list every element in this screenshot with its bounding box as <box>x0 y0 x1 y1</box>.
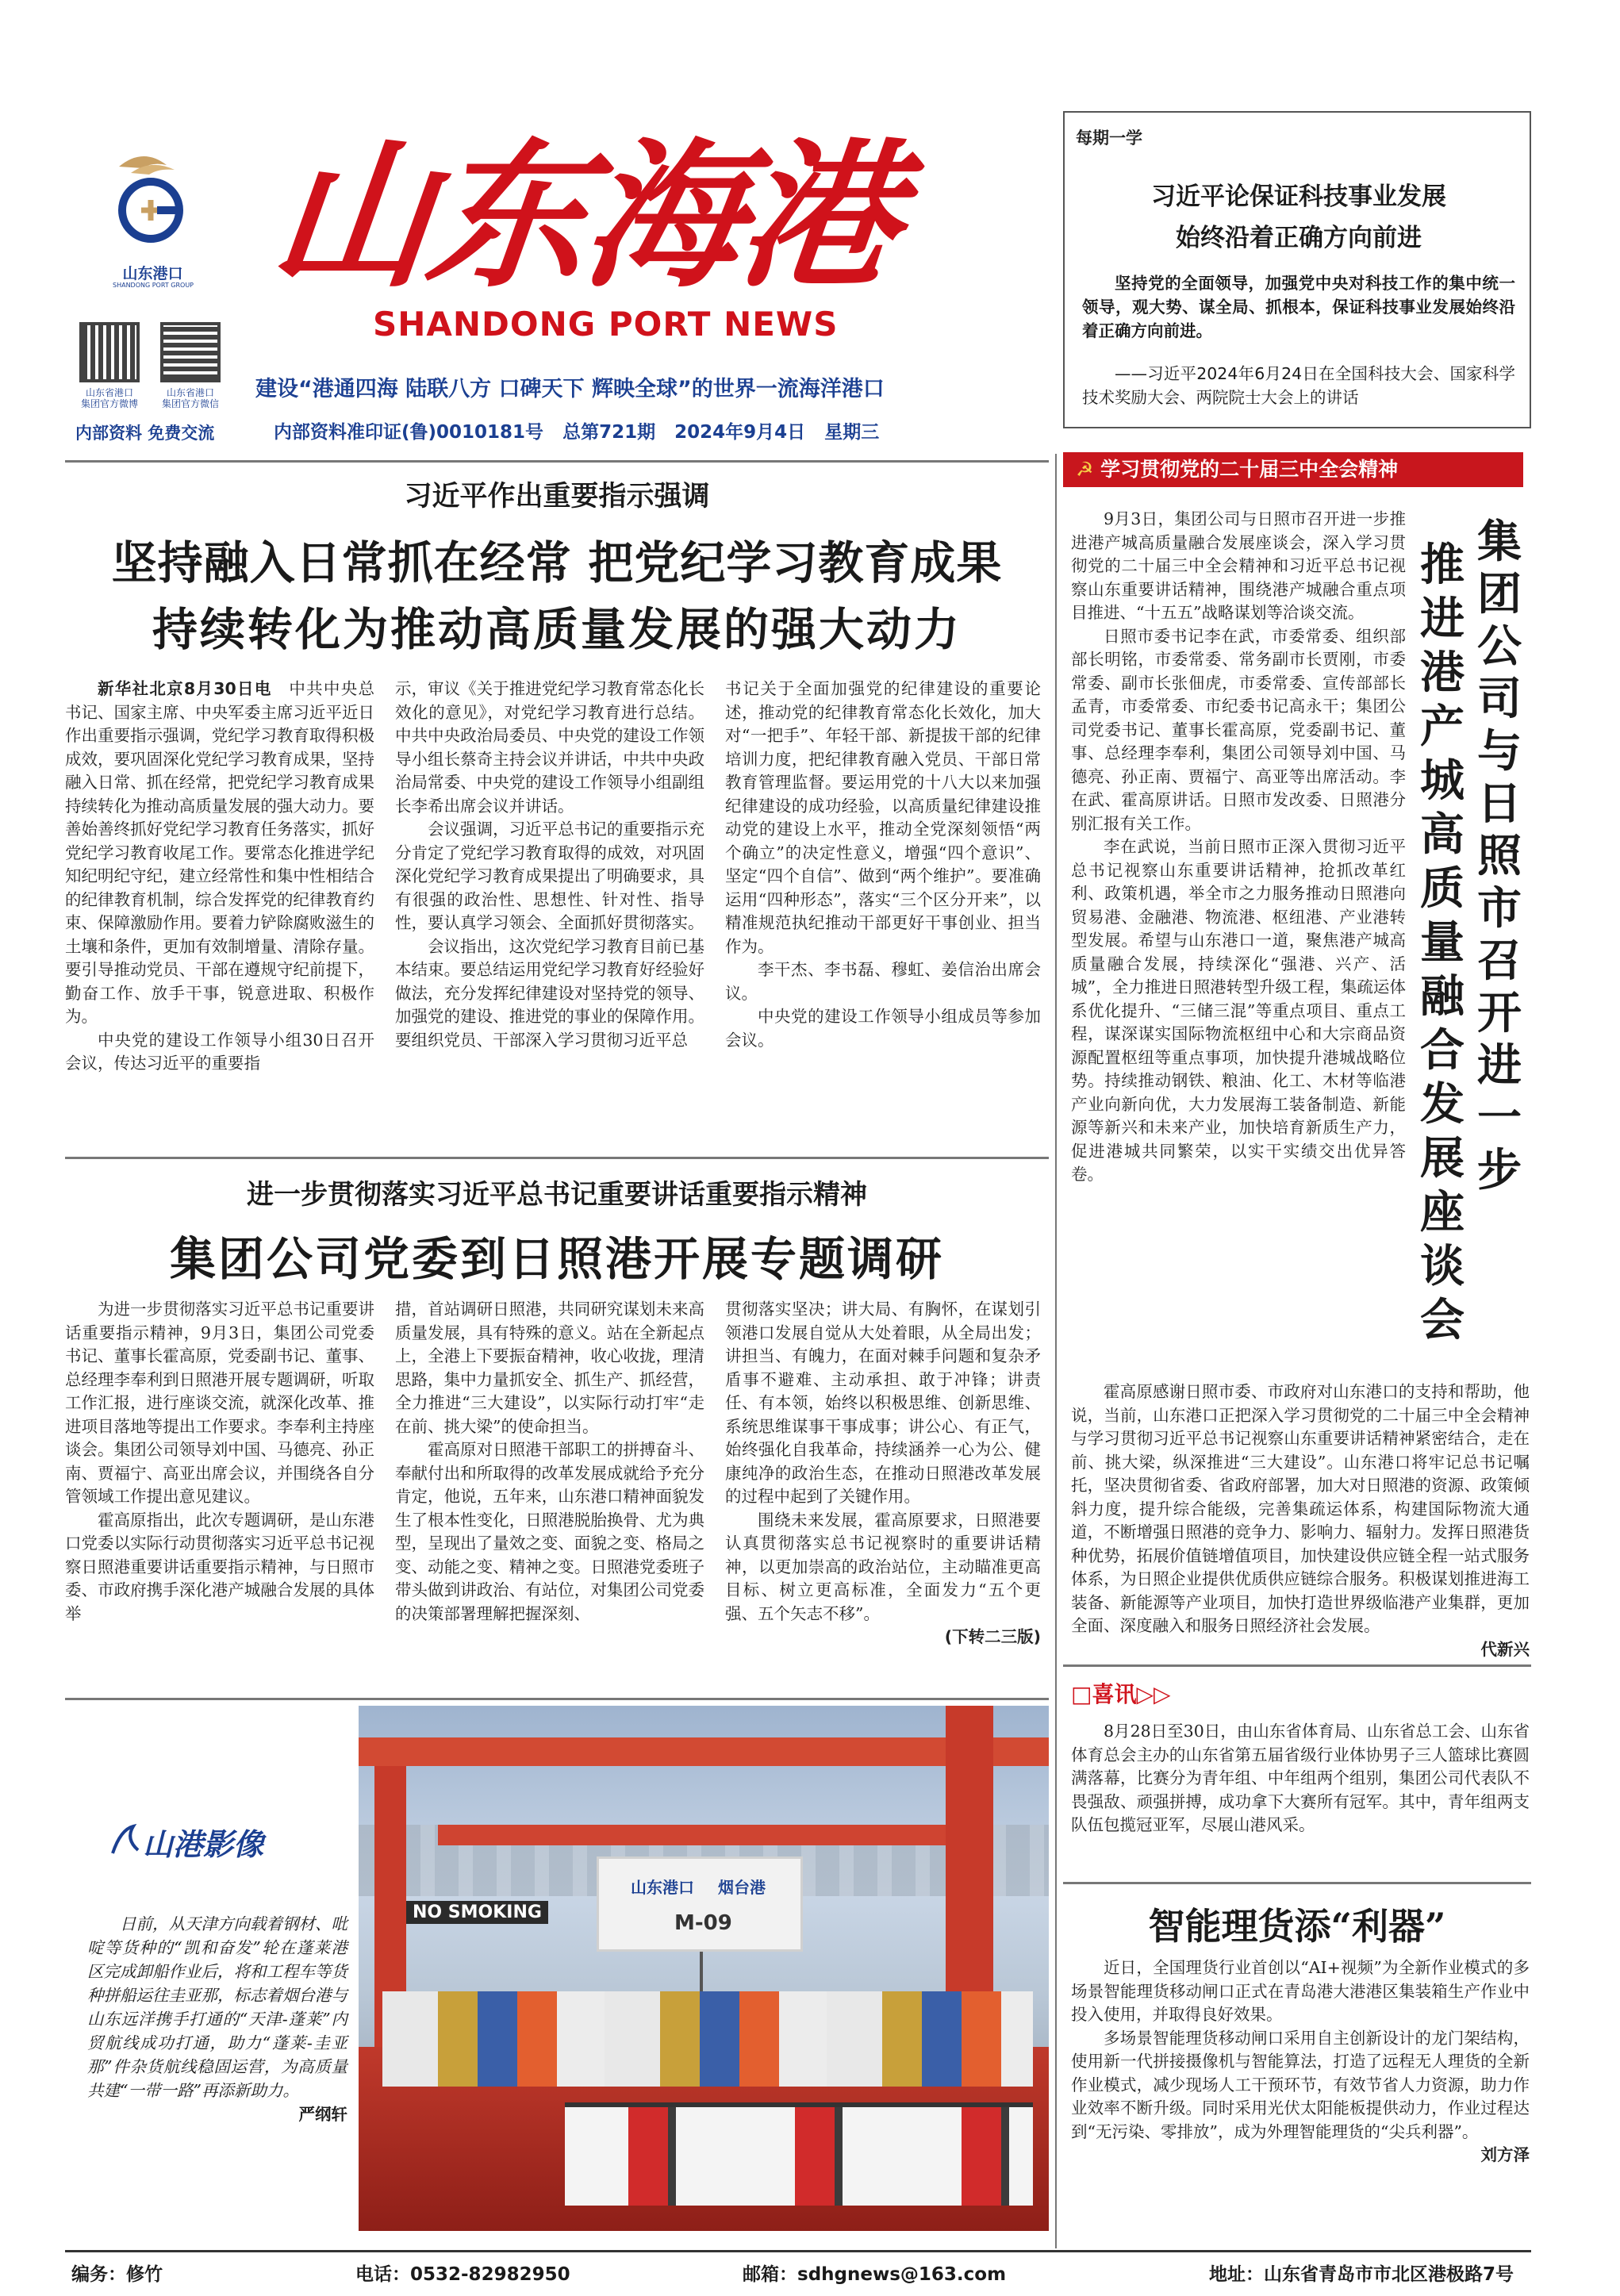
article1-col2a: 示，审议《关于推进党纪学习教育常态化长效化的意见》，对党纪学习教育进行总结。中共中央政治局委员、中央党的建设工作领导小组长蔡奇主持会议并讲话，中共中央政治局常委、中央党的建设工作领导小组副组长李希出席会议并讲话。 <box>395 679 704 816</box>
article1-kicker: 习近平作出重要指示强调 <box>404 481 710 513</box>
article1-headline2: 持续转化为推动高质量发展的强大动力 <box>152 604 962 656</box>
photo-column-title: 山港影像 <box>143 1826 264 1862</box>
issue-date: 2024年9月4日 <box>674 422 806 443</box>
article1-col2 <box>395 678 704 1146</box>
crane-cab <box>597 1856 803 1952</box>
article3-vtitle1: 集团公司与日照市召开进一步 <box>1477 516 1522 1196</box>
weekly-study-title2: 始终沿着正确方向前进 <box>1176 224 1422 252</box>
crane-sign-1: 山东港口 <box>631 1878 694 1897</box>
good-news-text: 8月28日至30日，由山东省体育局、山东省总工会、山东省体育总会主办的山东省第五届省级行业体协男子三人篮球比赛圆满落幕，比赛分为青年组、中年组两个组别，集团公司代表队不畏强敌、顽强拼搏，成功拿下大赛所有冠军。其中，青年组两支队伍包揽冠亚军，尽展山港风采。 <box>1071 1722 1530 1834</box>
divider-article2 <box>65 1157 1049 1159</box>
slogan: 建设“港通四海 陆联八方 口碑天下 辉映全球”的世界一流海洋港口 <box>255 377 885 401</box>
ship-deck-cargo <box>382 1991 1033 2087</box>
good-news-body <box>1071 1720 1530 1871</box>
footer-editor: 编务：修竹 <box>71 2264 163 2285</box>
issue-weekday: 星期三 <box>824 422 880 443</box>
article3-p1: 9月3日，集团公司与日照市召开进一步推进港产城高质量融合发展座谈会，深入学习贯彻党的二十届三中全会精神和习近平总书记视察山东重要讲话精神，围绕港产城融合重点项目推进、“十五五”战略谋划等洽谈交流。 <box>1071 509 1406 622</box>
article3-banner-text: 学习贯彻党的二十届三中全会精神 <box>1100 458 1399 481</box>
article4-p1: 近日，全国理货行业首创以“AI+视频”为全新作业模式的多场景智能理货移动闸口正式在青岛港大港港区集装箱生产作业中投入使用，并取得良好效果。 <box>1071 1958 1530 2024</box>
article1-headline1: 坚持融入日常抓在经常 把党纪学习教育成果 <box>111 537 1003 589</box>
weekly-study-source: ——习近平2024年6月24日在全国科技大会、国家科学技术奖励大会、两院院士大会上的讲话 <box>1082 364 1515 407</box>
footer-email: 邮箱：sdhgnews@163.com <box>743 2264 1007 2285</box>
article2-col2b: 霍高原对日照港干部职工的拼搏奋斗、奉献付出和所取得的改革发展成就给予充分肯定，他说，五年来，山东港口精神面貌发生了根本性变化，日照港脱胎换骨、尤为典型，呈现出了量效之变、面貌之变、格局之变、动能之变、精神之变。日照港党委班子带头做到讲政治、有站位，对集团公司党委的决策部署理解把握深刻、 <box>395 1440 704 1623</box>
weekly-study-quote: 坚持党的全面领导，加强党中央对科技工作的集中统一领导，观大势、谋全局、抓根本，保证科技事业发展始终沿着正确方向前进。 <box>1082 274 1515 340</box>
footer-address: 地址：山东省青岛市市北区港极路7号 <box>1209 2264 1514 2285</box>
photo-column-tag <box>109 1817 316 1864</box>
divider-article4 <box>1063 1882 1531 1884</box>
article2-col3 <box>725 1298 1041 1691</box>
weekly-study-box <box>1063 111 1531 428</box>
article2-col1a: 为进一步贯彻落实习近平总书记重要讲话重要指示精神，9月3日，集团公司党委书记、董事长霍高原，党委副书记、董事、总经理李奉利到日照港开展专题调研，听取工作汇报，进行座谈交流，就深化改革、推进项目落地等提出工作要求。李奉利主持座谈会。集团公司领导刘中国、马德亮、孙正南、贾福宁、高亚出席会议，并围绕各自分管领域工作提出意见建议。 <box>65 1300 374 1506</box>
trucks <box>565 2102 1033 2206</box>
article1-col3 <box>725 678 1041 1146</box>
divider-footer <box>65 2250 1531 2252</box>
article3-p4: 霍高原感谢日照市委、市政府对山东港口的支持和帮助，他说，当前，山东港口正把深入学习贯彻党的二十届三中全会精神与学习贯彻习近平总书记视察山东重要讲话精神紧密结合，走在前、挑大梁，纵深推进“三大建设”。山东港口将牢记总书记嘱托，坚决贯彻省委、省政府部署，加大对日照港的资源、政策倾斜力度，提升综合能级，完善集疏运体系，构建国际物流大通道，不断增强日照港的竞争力、影响力、辐射力。发挥日照港货种优势，拓展价值链增值项目，加快建设供应链全程一站式服务体系，为日照企业提供优质供应链综合服务。积极谋划推进海工装备、新能源等产业项目，加快打造世界级临港产业集群，更加全面、深度融入和服务日照经济社会发展。 <box>1071 1382 1530 1635</box>
qr1-caption: 山东省港口 集团官方微博 <box>80 387 138 409</box>
party-emblem-icon: ☭ <box>1076 458 1094 481</box>
article3-body-bottom <box>1071 1380 1530 1659</box>
article3-banner <box>1063 452 1523 487</box>
divider-vertical <box>1055 454 1057 2248</box>
ship-warning-text: NO SMOKING <box>406 1901 548 1924</box>
article1-col3a: 书记关于全面加强党的纪律建设的重要论述，推动党的纪律教育常态化长效化，加大对“一把手”、年轻干部、新提拔干部的纪律培训力度，把纪律教育融入党员、干部日常教育管理监督。要运用党的十八大以来加强纪律建设的成功经验，以高质量纪律建设推动党的建设上水平，推动全党深刻领悟“两个确立”的决定性意义，增强“四个意识”、坚定“四个自信”、做到“两个维护”。要准确运用“四种形态”，落实“三个区分开来”，以精准规范执纪推动干部更好干事创业、担当作为。 <box>725 679 1041 956</box>
article4-p2: 多场景智能理货移动闸口采用自主创新设计的龙门架结构，使用新一代拼接摄像机与智能算法，打造了远程无人理货的全新作业模式，减少现场人工干预环节，有效节省人力资源，助力作业效率不断升级。同时采用光伏太阳能板提供动力，作业过程达到“无污染、零排放”，成为外理智能理货的“尖兵利器”。 <box>1071 2028 1530 2141</box>
wave-icon <box>109 1822 141 1858</box>
article3-p2: 日照市委书记李在武，市委常委、组织部部长明铭，市委常委、常务副市长贾刚，市委常委、副市长张佃虎，市委常委、宣传部部长孟青，市委常委、市纪委书记高永干；集团公司党委书记、董事长霍高原，党委副书记、董事、总经理李奉利，集团公司领导刘中国、马德亮、孙正南、贾福宁、高亚等出席活动。李在武、霍高原讲话。日照市发改委、日照港分别汇报有关工作。 <box>1071 626 1406 833</box>
article2-col3b: 围绕未来发展，霍高原要求，日照港要认真贯彻落实总书记视察时的重要讲话精神，以更加崇高的政治站位，主动瞄准更高目标、树立更高标准，全面发力“五个更强、五个矢志不移”。 <box>725 1510 1041 1623</box>
article4-author: 刘方泽 <box>1480 2145 1530 2164</box>
divider-masthead <box>65 460 1049 463</box>
article2-col2a: 措，首站调研日照港，共同研究谋划未来高质量发展，具有特殊的意义。站在全新起点上，全港上下要振奋精神，收心收拢，理清思路，集中力量抓安全、抓生产、抓经营，全力推进“三大建设”，以实际行动打牢“走在前、挑大梁”的使命担当。 <box>395 1300 704 1436</box>
article2-continued: (下转二三版) <box>944 1627 1041 1646</box>
article2-col3a: 贯彻落实坚决；讲大局、有胸怀，在谋划引领港口发展自觉从大处着眼，从全局出发；讲担当、有魄力，在面对棘手问题和复杂矛盾事不避难、主动承担、敢于冲锋；讲责任、有本领，始终以积极思维、创新思维、系统思维谋事干事成事；讲公心、有正气，始终强化自我革命，持续涵养一心为公、健康纯净的政治生态，在推动日照港改革发展的过程中起到了关键作用。 <box>725 1300 1041 1506</box>
shandong-port-logo <box>111 151 190 254</box>
footer-phone: 电话：0532-82982950 <box>355 2264 570 2285</box>
crane-sign-2: 烟台港 <box>718 1878 766 1897</box>
divider-good-news <box>1063 1664 1531 1667</box>
crane-beam-mid <box>438 1825 993 1845</box>
article2-col1b: 霍高原指出，此次专题调研，是山东港口党委以实际行动贯彻落实习近平总书记视察日照港重要讲话重要指示精神，与日照市委、市政府携手深化港产城融合发展的具体举 <box>65 1510 374 1623</box>
issue-number: 总第721期 <box>562 422 656 443</box>
article4-body <box>1071 1956 1530 2242</box>
article2-kicker: 进一步贯彻落实习近平总书记重要讲话重要指示精神 <box>247 1179 867 1211</box>
logo-cn: 山东港口 <box>122 265 183 282</box>
article1-col2c: 会议指出，这次党纪学习教育目前已基本结束。要总结运用党纪学习教育好经验好做法，充分发挥纪律建设对坚持党的领导、加强党的建设、推进党的事业的保障作用。要组织党员、干部深入学习贯彻习近平总 <box>395 936 704 1050</box>
article1-col2b: 会议强调，习近平总书记的重要指示充分肯定了党纪学习教育取得的成效，对巩固深化党纪学习教育成果提出了明确要求，具有很强的政治性、思想性、针对性、指导性，要认真学习领会、全面抓好贯彻落实。 <box>395 820 704 932</box>
issue-line <box>274 417 988 443</box>
internal-note: 内部资料 免费交流 <box>75 424 215 443</box>
article1-col1-text: 中共中央总书记、国家主席、中央军委主席习近平近日作出重要指示强调，党纪学习教育取得积极成效，要巩固深化党纪学习教育成果，坚持融入日常、抓在经常，把党纪学习教育成果持续转化为推动高质量发展的强大动力。要善始善终抓好党纪学习教育任务落实，抓好党纪学习教育收尾工作。要常态化推进学纪知纪明纪守纪，建立经常性和集中性相结合的纪律教育机制，综合发挥党的纪律教育约束、保障激励作用。要着力铲除腐败滋生的土壤和条件，更加有效制增量、清除存量。要引导推动党员、干部在遵规守纪前提下，勤奋工作、放手干事，锐意进取、积极作为。 <box>65 679 374 1026</box>
article1-col1b: 中央党的建设工作领导小组30日召开会议，传达习近平的重要指 <box>65 1030 374 1073</box>
article3-body-top <box>1071 508 1406 1403</box>
article3-author: 代新兴 <box>1480 1639 1530 1659</box>
qr-code-wechat <box>160 322 221 382</box>
masthead-title-en: SHANDONG PORT NEWS <box>373 305 839 344</box>
article1-lead: 新华社北京8月30日电 <box>98 679 272 698</box>
article2-headline: 集团公司党委到日照港开展专题调研 <box>169 1232 944 1286</box>
qr-code-weibo <box>79 322 140 382</box>
qr2-caption: 山东省港口 集团官方微信 <box>161 387 219 409</box>
article3-vtitle2: 推进港产城高质量融合发展座谈会 <box>1420 539 1465 1346</box>
article2-col2 <box>395 1298 704 1691</box>
article3-vertical-title <box>1420 516 1531 1404</box>
photo-caption <box>87 1912 347 2126</box>
crane-label: M-09 <box>674 1911 732 1935</box>
article2-col1 <box>65 1298 374 1691</box>
logo-en: SHANDONG PORT GROUP <box>113 282 194 289</box>
article1-col1 <box>65 678 374 1146</box>
article4-headline: 智能理货添“利器” <box>1148 1905 1446 1948</box>
weekly-study-tag: 每期一学 <box>1076 129 1142 148</box>
photo-author: 严纲轩 <box>298 2105 347 2124</box>
masthead <box>0 0 1055 460</box>
article1-col3b: 李干杰、李书磊、穆虹、姜信治出席会议。 <box>725 960 1041 1003</box>
article3-p3: 李在武说，当前日照市正深入贯彻习近平总书记视察山东重要讲话精神，抢抓改革红利、政策机遇，举全市之力服务推动日照港向贸易港、金融港、物流港、枢纽港、产业港转型发展。希望与山东港口一道，聚焦港产城高质量融合发展，持续深化“强港、兴产、活城”，全力推进日照港转型升级工程，集疏运体系优化提升、“三储三混”等重点项目、重点工程，谋深谋实国际物流枢纽中心和大宗商品资源配置枢纽等重点事项，加快提升港城战略位势。持续推动钢铁、粮油、化工、木材等临港产业向新向优，大力发展海工装备制造、新能源等新兴和未来产业，加快培育新质生产力，促进港城共同繁荣，以实干实绩交出优异答卷。 <box>1071 837 1406 1184</box>
weekly-study-title1: 习近平论保证科技事业发展 <box>1151 182 1446 211</box>
masthead-title: 山东海港 <box>263 123 906 309</box>
photo-caption-text: 日前，从天津方向载着钢材、吡啶等货种的“凯和奋发”轮在蓬莱港区完成卸船作业后，将和工程车等货种拼船运往圭亚那，标志着烟台港与山东远洋携手打通的“天津-蓬莱”内贸航线成功打通，助力“蓬莱-圭亚那”件杂货航线稳固运营，为高质量共建“一带一路”再添新助力。 <box>87 1914 347 2100</box>
permit: 内部资料准印证(鲁)0010181号 <box>274 422 544 443</box>
good-news-tag: □喜讯▷▷ <box>1071 1681 1171 1707</box>
port-photo <box>359 1706 1049 2231</box>
divider-photo <box>65 1698 1049 1700</box>
article1-col3c: 中央党的建设工作领导小组成员等参加会议。 <box>725 1007 1041 1050</box>
